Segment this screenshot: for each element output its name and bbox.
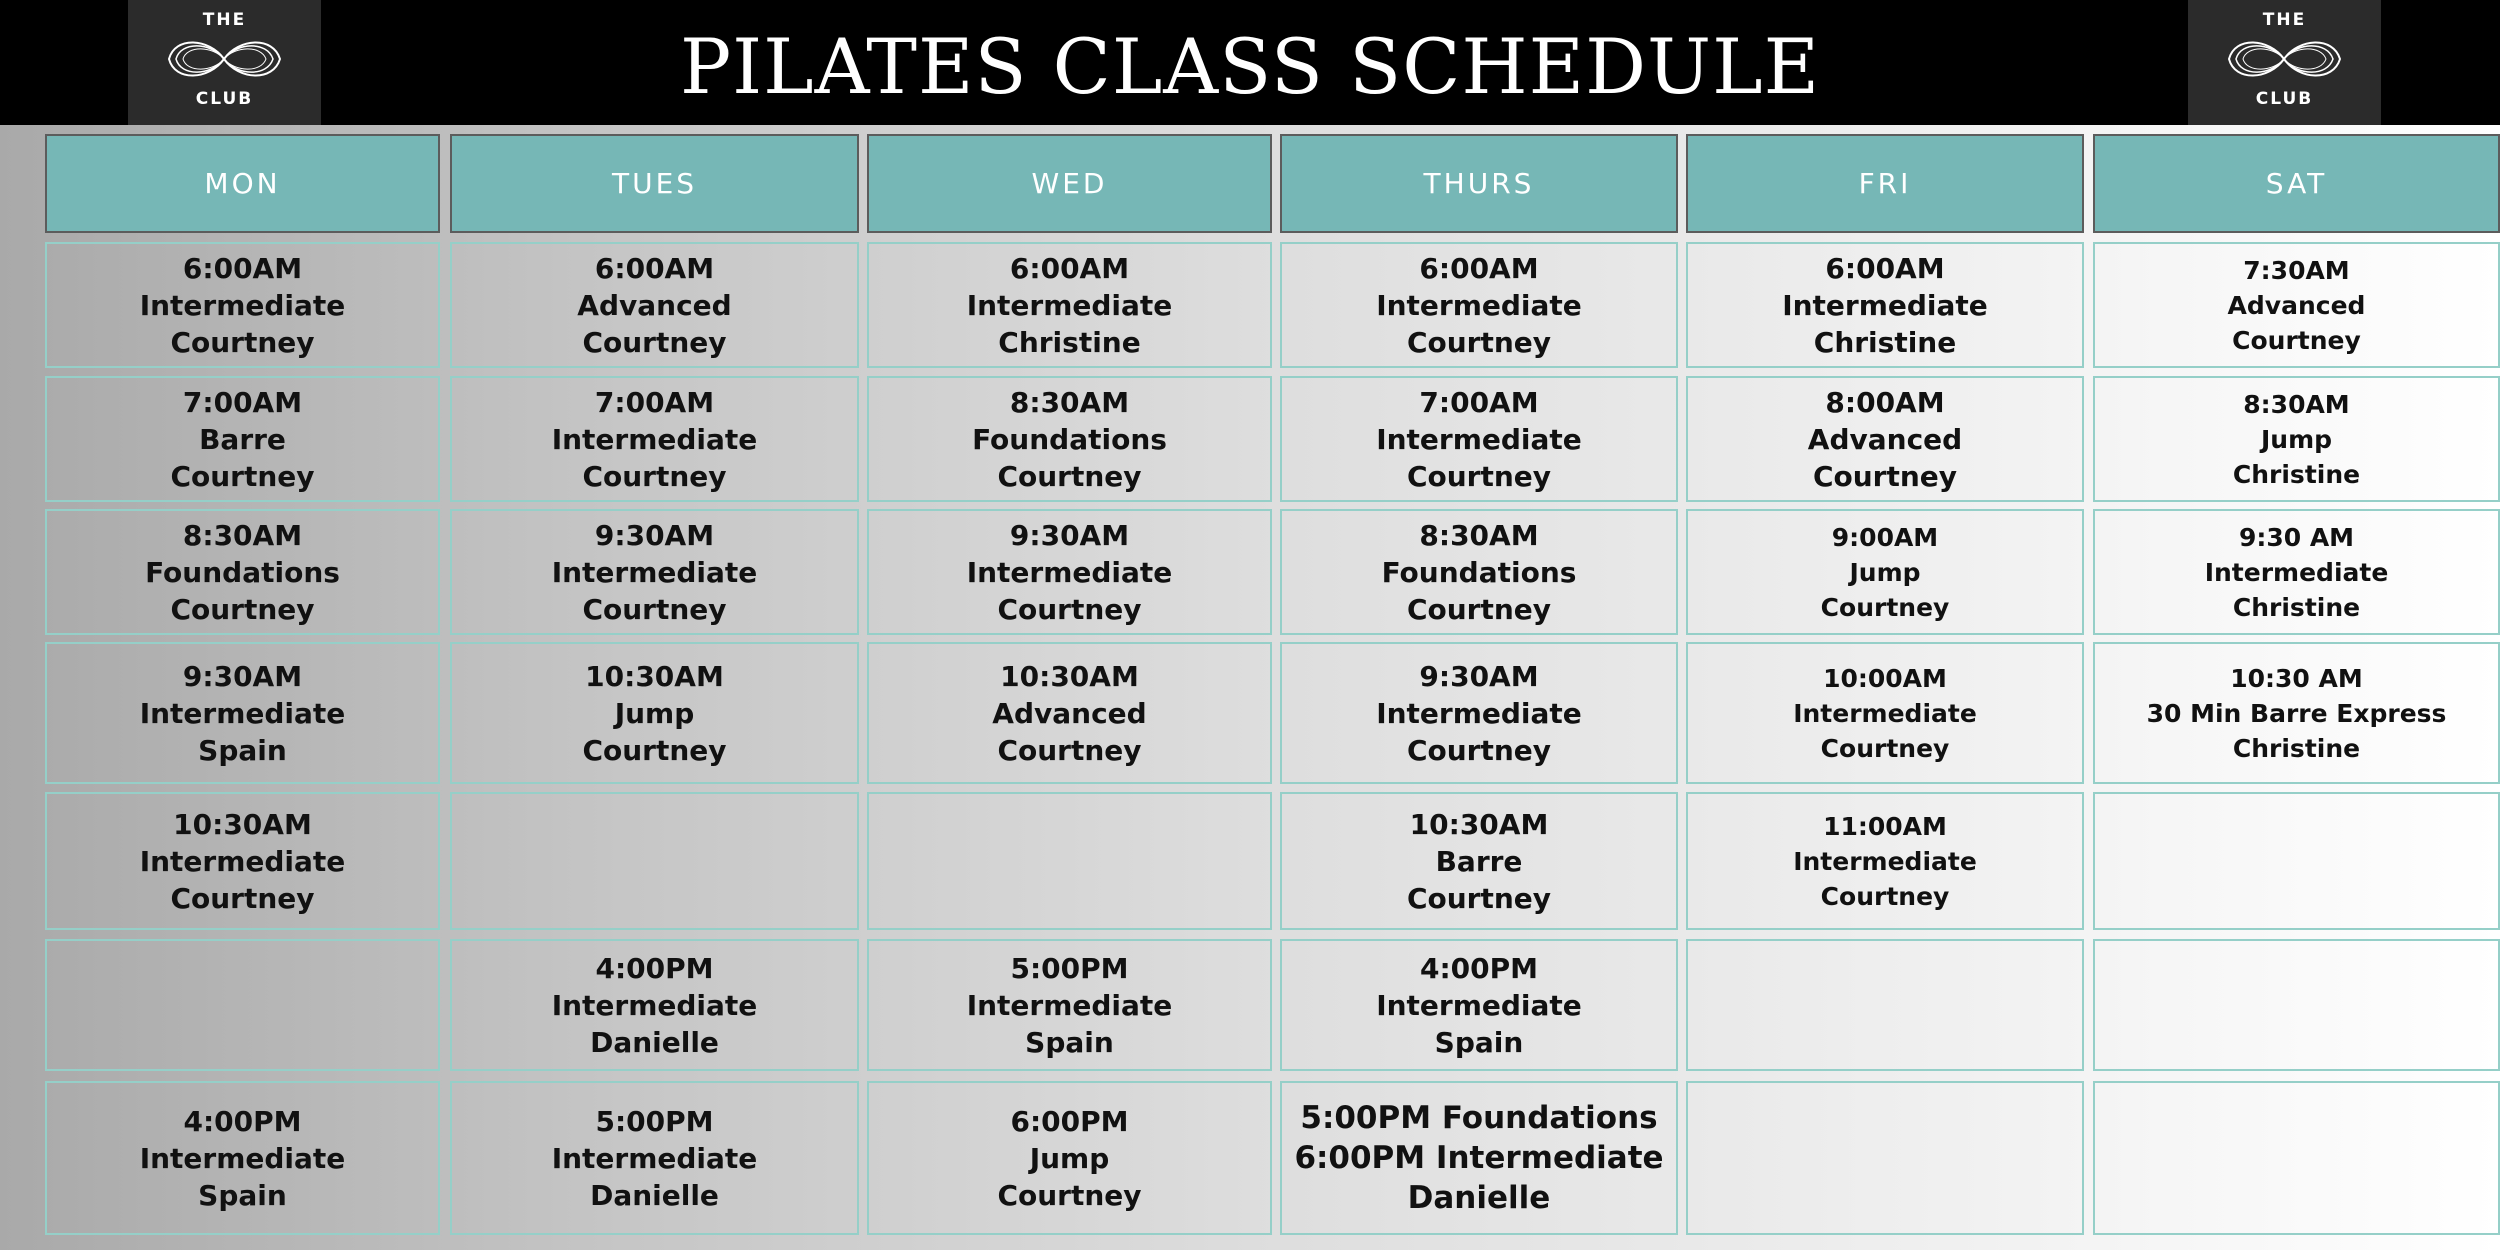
class-instructor: Christine [1813,325,1957,359]
club-logo-left [128,0,321,125]
class-instructor: Christine [998,325,1141,359]
class-time: 6:00AM [594,251,715,285]
club-logo-right [2188,0,2381,125]
class-slot-thurs [1280,242,1678,368]
class-instructor: Courtney [1406,459,1552,493]
class-time: 4:00PM [1419,951,1539,985]
class-level: Jump [1849,557,1921,587]
empty-slot-tues [450,792,859,930]
class-info [140,806,346,917]
logo-top-text: THE [202,10,247,30]
class-level: Intermediate [551,1141,758,1175]
class-info [1382,517,1577,628]
class-slot-mon [45,376,440,502]
class-instructor: Courtney [582,459,727,493]
class-instructor: Spain [198,1178,287,1212]
class-instructor: Courtney [1406,592,1552,626]
class-info [2233,387,2360,492]
class-slot-wed [867,509,1272,635]
class-level: Advanced [1807,422,1963,456]
class-instructor: Danielle [590,1178,719,1212]
class-instructor: Courtney [1406,325,1552,359]
class-time: 9:30AM [182,659,303,693]
day-header-fri: FRI [1686,134,2084,233]
class-time: 9:30AM [1009,518,1130,552]
empty-slot-mon [45,939,440,1071]
class-instructor: Courtney [1820,592,1950,622]
class-time: 5:00PM [595,1104,714,1138]
class-slot-tues [450,642,859,784]
empty-slot-sat [2093,939,2500,1071]
empty-slot-fri [1686,1081,2084,1235]
class-slot-fri [1686,376,2084,502]
class-info [582,658,726,769]
class-slot-wed [867,376,1272,502]
day-header-sat: SAT [2093,134,2500,233]
class-slot-mon [45,1081,440,1235]
class-slot-tues [450,242,859,368]
class-time: 9:30 AM [2238,522,2355,552]
class-time: 6:00AM [1009,251,1130,285]
class-level: Intermediate [1782,288,1988,322]
class-info [967,950,1173,1061]
class-time: 10:30 AM [2230,663,2363,693]
class-time: 8:30AM [182,518,303,552]
class-info [1407,806,1551,917]
class-slot-sat [2093,376,2500,502]
empty-slot-sat [2093,1081,2500,1235]
class-info [170,384,314,495]
class-slot-thurs [1280,939,1678,1071]
class-level: 30 Min Barre Express [2146,698,2447,728]
class-info [972,384,1167,495]
class-time: 10:30AM [1000,659,1139,693]
infinity-icon [161,32,288,86]
class-info [1808,384,1962,495]
class-slot-fri [1686,242,2084,368]
class-slot-mon [45,509,440,635]
class-slot-wed [867,939,1272,1071]
class-level: Barre [1435,844,1523,878]
class-time: 4:00PM [183,1104,302,1138]
empty-slot-sat [2093,792,2500,930]
day-header-thurs: THURS [1280,134,1678,233]
class-info [997,1103,1141,1214]
class-info [140,658,346,769]
class-time: 4:00PM [595,951,714,985]
day-header-wed: WED [867,134,1272,233]
class-level: Jump [1029,1141,1110,1175]
class-instructor: Courtney [1406,881,1552,915]
class-info [2147,661,2447,766]
class-level: Foundations [145,555,340,589]
class-slot-tues [450,1081,859,1235]
class-info [552,950,758,1061]
page-title: PILATES CLASS SCHEDULE [679,22,1821,111]
class-level: Intermediate [139,696,346,730]
class-slot-tues [450,509,859,635]
class-level: Intermediate [1793,846,1977,876]
class-slot-fri [1686,509,2084,635]
class-info [552,1103,758,1214]
class-info [1376,250,1582,361]
class-instructor: Courtney [170,881,315,915]
class-info [992,658,1146,769]
class-instructor: Courtney [1820,733,1950,763]
class-slot-thurs [1280,642,1678,784]
class-info [577,250,731,361]
class-level: Advanced [577,288,732,322]
class-time: 6:00AM [182,251,303,285]
class-level: Intermediate [551,555,758,589]
class-info [2205,520,2389,625]
class-time: 10:30AM [585,659,724,693]
class-time: 5:00PM Foundations [1300,1100,1658,1136]
class-time: 8:00AM [1825,385,1945,419]
class-slot-mon [45,642,440,784]
class-time: 7:30AM [2243,255,2350,285]
class-level: Intermediate [1376,988,1582,1022]
class-instructor: Courtney [582,592,727,626]
class-level: Barre [199,422,286,456]
class-instructor: Courtney [2232,325,2361,355]
class-instructor: Courtney [997,592,1142,626]
class-instructor: Courtney [997,1178,1142,1212]
class-level: Intermediate [139,288,346,322]
class-instructor: Courtney [170,325,315,359]
class-instructor: Courtney [997,733,1142,767]
class-instructor: Courtney [1406,733,1552,767]
class-time: 7:00AM [182,385,303,419]
class-instructor: Courtney [1820,881,1950,911]
class-instructor: Christine [2232,592,2361,622]
class-slot-sat [2093,642,2500,784]
class-info [1376,384,1582,495]
class-info [1376,658,1582,769]
class-instructor: Danielle [590,1025,719,1059]
class-level: Intermediate [2204,557,2389,587]
day-header-mon: MON [45,134,440,233]
class-info [967,517,1173,628]
class-instructor: Christine [2232,459,2361,489]
class-level: 6:00PM Intermediate [1294,1140,1664,1176]
class-time: 8:30AM [1419,518,1539,552]
class-level: Intermediate [966,555,1173,589]
class-time: 10:30AM [1409,807,1549,841]
class-time: 7:00AM [594,385,715,419]
class-slot-thurs [1280,792,1678,930]
logo-top-text: THE [2262,10,2307,30]
empty-slot-wed [867,792,1272,930]
class-level: Intermediate [966,288,1173,322]
infinity-icon [2221,32,2348,86]
class-slot-fri [1686,642,2084,784]
class-info [140,250,346,361]
class-time: 6:00PM [1010,1104,1129,1138]
class-level: Intermediate [551,988,758,1022]
class-level: Intermediate [139,1141,346,1175]
class-slot-wed [867,242,1272,368]
class-instructor: Courtney [170,459,315,493]
class-level: Foundations [1381,555,1577,589]
class-slot-mon [45,792,440,930]
class-slot-mon [45,242,440,368]
class-info [1376,950,1582,1061]
class-level: Jump [2260,424,2333,454]
class-level: Intermediate [551,422,758,456]
class-slot-tues [450,939,859,1071]
class-info [552,517,758,628]
class-level: Jump [614,696,695,730]
class-info [1294,1098,1663,1218]
class-info [1821,520,1950,625]
class-instructor: Spain [198,733,287,767]
class-time: 11:00AM [1823,811,1947,841]
empty-slot-fri [1686,939,2084,1071]
header-bar [0,0,2500,125]
class-instructor: Christine [2232,733,2361,763]
class-level: Advanced [992,696,1147,730]
class-slot-wed [867,1081,1272,1235]
class-level: Advanced [2227,290,2366,320]
class-instructor: Courtney [997,459,1142,493]
class-info [1793,661,1977,766]
class-info [967,250,1173,361]
class-time: 8:30AM [1009,385,1130,419]
class-slot-sat [2093,242,2500,368]
class-slot-wed [867,642,1272,784]
class-level: Foundations [972,422,1167,456]
class-time: 10:30AM [173,807,312,841]
class-time: 9:30AM [1419,659,1539,693]
class-instructor: Courtney [170,592,315,626]
class-info [2228,253,2366,358]
class-slot-tues [450,376,859,502]
class-info [1782,250,1988,361]
class-slot-sat [2093,509,2500,635]
class-instructor: Spain [1434,1025,1524,1059]
class-info [140,1103,346,1214]
class-info [145,517,340,628]
class-time: 9:00AM [1831,522,1939,552]
class-info [1793,809,1977,914]
logo-bottom-text: CLUB [2255,89,2314,109]
class-slot-thurs [1280,1081,1678,1235]
class-instructor: Danielle [1407,1180,1551,1216]
logo-bottom-text: CLUB [195,89,254,109]
class-time: 6:00AM [1419,251,1539,285]
class-instructor: Courtney [1812,459,1958,493]
class-slot-fri [1686,792,2084,930]
class-instructor: Courtney [582,325,727,359]
class-slot-thurs [1280,509,1678,635]
class-level: Intermediate [966,988,1173,1022]
class-level: Intermediate [139,844,346,878]
class-level: Intermediate [1376,288,1582,322]
class-level: Intermediate [1376,696,1582,730]
class-slot-thurs [1280,376,1678,502]
class-info [552,384,758,495]
class-time: 6:00AM [1825,251,1945,285]
class-time: 5:00PM [1010,951,1129,985]
class-instructor: Courtney [582,733,727,767]
class-time: 10:00AM [1823,663,1947,693]
class-time: 7:00AM [1419,385,1539,419]
class-time: 8:30AM [2243,389,2350,419]
class-instructor: Spain [1025,1025,1114,1059]
day-header-tues: TUES [450,134,859,233]
class-level: Intermediate [1376,422,1582,456]
class-level: Intermediate [1793,698,1977,728]
class-time: 9:30AM [594,518,715,552]
